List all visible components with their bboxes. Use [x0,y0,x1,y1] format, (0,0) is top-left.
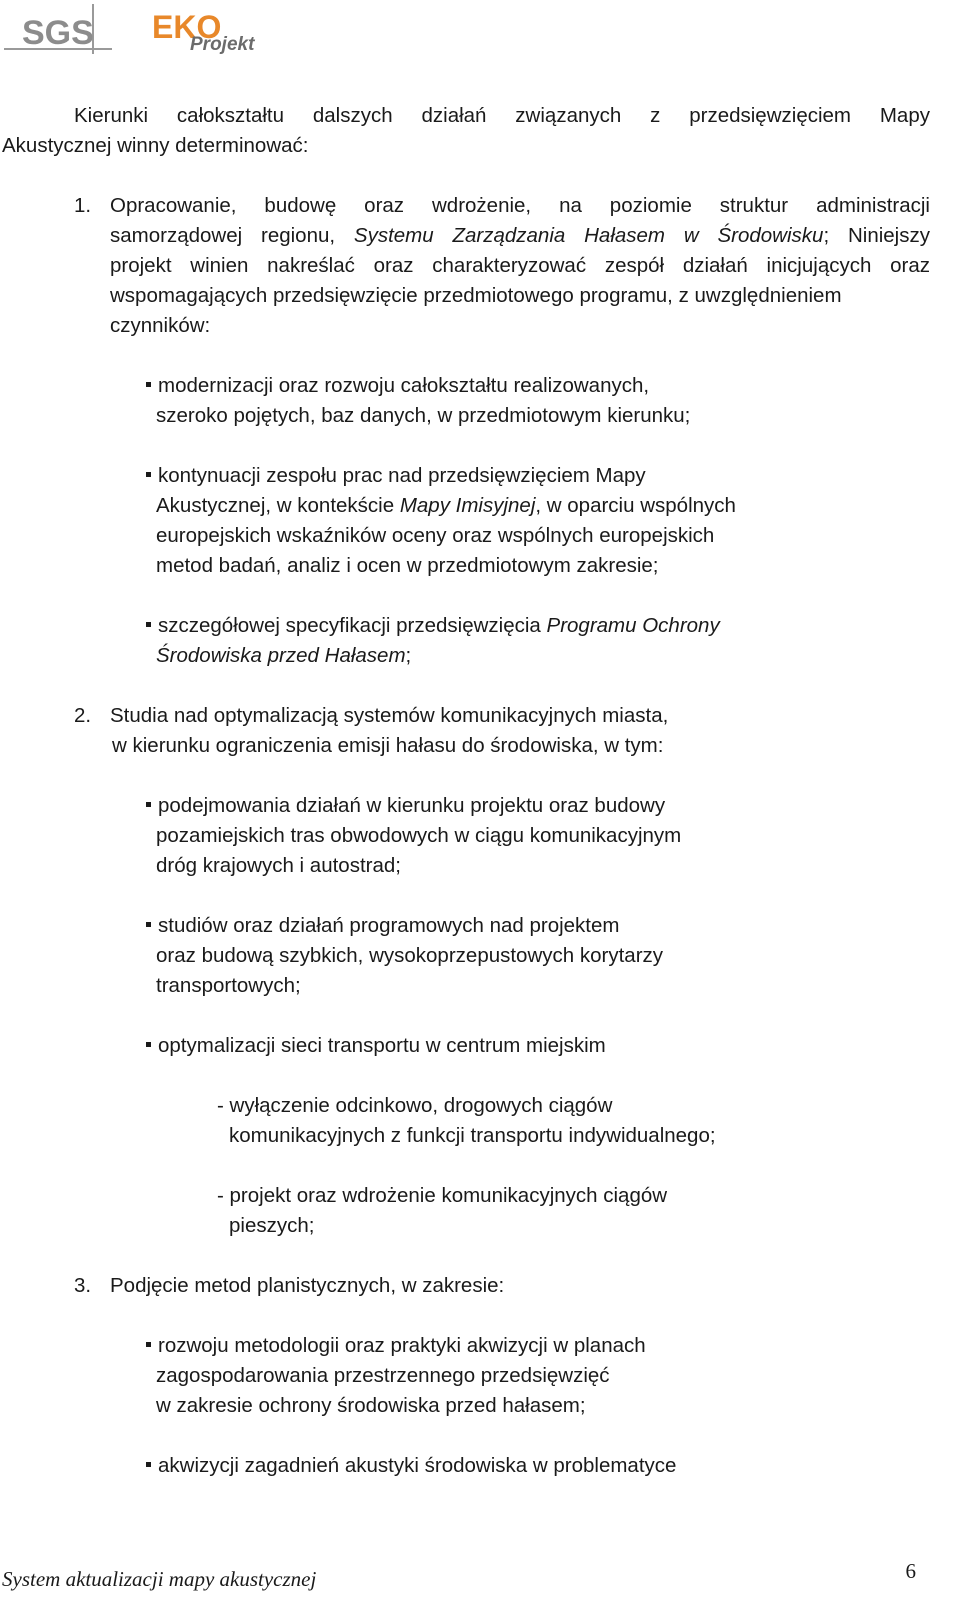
item1-bullet-2-cont-1: Akustycznej, w kontekście Mapy Imisyjnej, w oparciu wspólnych [156,494,736,517]
header-logos [0,0,300,64]
item2-line-2: w kierunku ograniczenia emisji hałasu do środowiska, w tym: [112,734,664,757]
list-number-2: 2. [74,704,92,727]
item1-line-2: samorządowej regionu, Systemu Zarządzania Hałasem w Środowisku; Niniejszy [110,224,930,247]
bullet-icon [146,472,151,477]
item2-dash-2-cont: pieszych; [229,1214,315,1237]
page-number: 6 [905,1559,916,1583]
bullet-icon [146,1342,151,1347]
sgs-logo [4,4,112,56]
item1-line-4: wspomagających przedsięwzięcie przedmiotowego programu, z uwzględnieniem [110,284,842,307]
item1-line-3: projekt winien nakreślać oraz charakteryzować zespół działań inicjujących oraz [110,254,930,277]
item1-bullet-3-cont: Środowiska przed Hałasem; [156,644,412,667]
list-number-3: 3. [74,1274,92,1297]
item1-bullet-1-cont: szeroko pojętych, baz danych, w przedmiotowym kierunku; [156,404,691,427]
item1-line-1: Opracowanie, budowę oraz wdrożenie, na poziomie struktur administracji [110,194,930,217]
bullet-icon [146,382,151,387]
item2-bullet-1-cont-2: dróg krajowych i autostrad; [156,854,401,877]
bullet-icon [146,1462,151,1467]
item2-dash-1: - wyłączenie odcinkowo, drogowych ciągów [217,1094,613,1117]
item2-bullet-2-cont-1: oraz budową szybkich, wysokoprzepustowych korytarzy [156,944,664,967]
item2-dash-2: - projekt oraz wdrożenie komunikacyjnych ciągów [217,1184,668,1207]
item2-bullet-3: optymalizacji sieci transportu w centrum miejskim [146,1031,606,1061]
item3-line-1: Podjęcie metod planistycznych, w zakresie: [110,1274,505,1297]
item1-bullet-1: modernizacji oraz rozwoju całokształtu realizowanych, [146,371,649,401]
bullet-icon [146,802,151,807]
item2-dash-1-cont: komunikacyjnych z funkcji transportu indywidualnego; [229,1124,716,1147]
list-number-1: 1. [74,194,92,217]
svg-text:EKO: EKO [152,9,222,45]
intro-line-2: Akustycznej winny determinować: [2,134,309,157]
svg-text:Projekt: Projekt [190,34,255,55]
item2-bullet-2: studiów oraz działań programowych nad projektem [146,911,619,941]
item3-bullet-2: akwizycji zagadnień akustyki środowiska w problematyce [146,1451,676,1481]
footer-title: System aktualizacji mapy akustycznej [2,1567,317,1591]
item1-bullet-2-cont-3: metod badań, analiz i ocen w przedmiotowym zakresie; [156,554,659,577]
item2-bullet-1: podejmowania działań w kierunku projektu oraz budowy [146,791,665,821]
svg-text:SGS: SGS [22,14,94,52]
item2-bullet-2-cont-2: transportowych; [156,974,301,997]
item3-bullet-1-cont-1: zagospodarowania przestrzennego przedsięwzięć [156,1364,610,1387]
bullet-icon [146,922,151,927]
item2-bullet-1-cont-1: pozamiejskich tras obwodowych w ciągu komunikacyjnym [156,824,682,847]
item3-bullet-1: rozwoju metodologii oraz praktyki akwizycji w planach [146,1331,646,1361]
item1-bullet-2: kontynuacji zespołu prac nad przedsięwzięciem Mapy [146,461,646,491]
bullet-icon [146,1042,151,1047]
item2-line-1: Studia nad optymalizacją systemów komunikacyjnych miasta, [110,704,669,727]
item1-line-5: czynników: [110,314,211,337]
item1-bullet-2-cont-2: europejskich wskaźników oceny oraz wspólnych europejskich [156,524,715,547]
intro-line-1: Kierunki całokształtu dalszych działań związanych z przedsięwzięciem Mapy [74,104,930,127]
item1-bullet-3: szczegółowej specyfikacji przedsięwzięcia Programu Ochrony [146,611,720,641]
item3-bullet-1-cont-2: w zakresie ochrony środowiska przed hałasem; [156,1394,586,1417]
bullet-icon [146,622,151,627]
ekoprojekt-logo [150,8,268,56]
